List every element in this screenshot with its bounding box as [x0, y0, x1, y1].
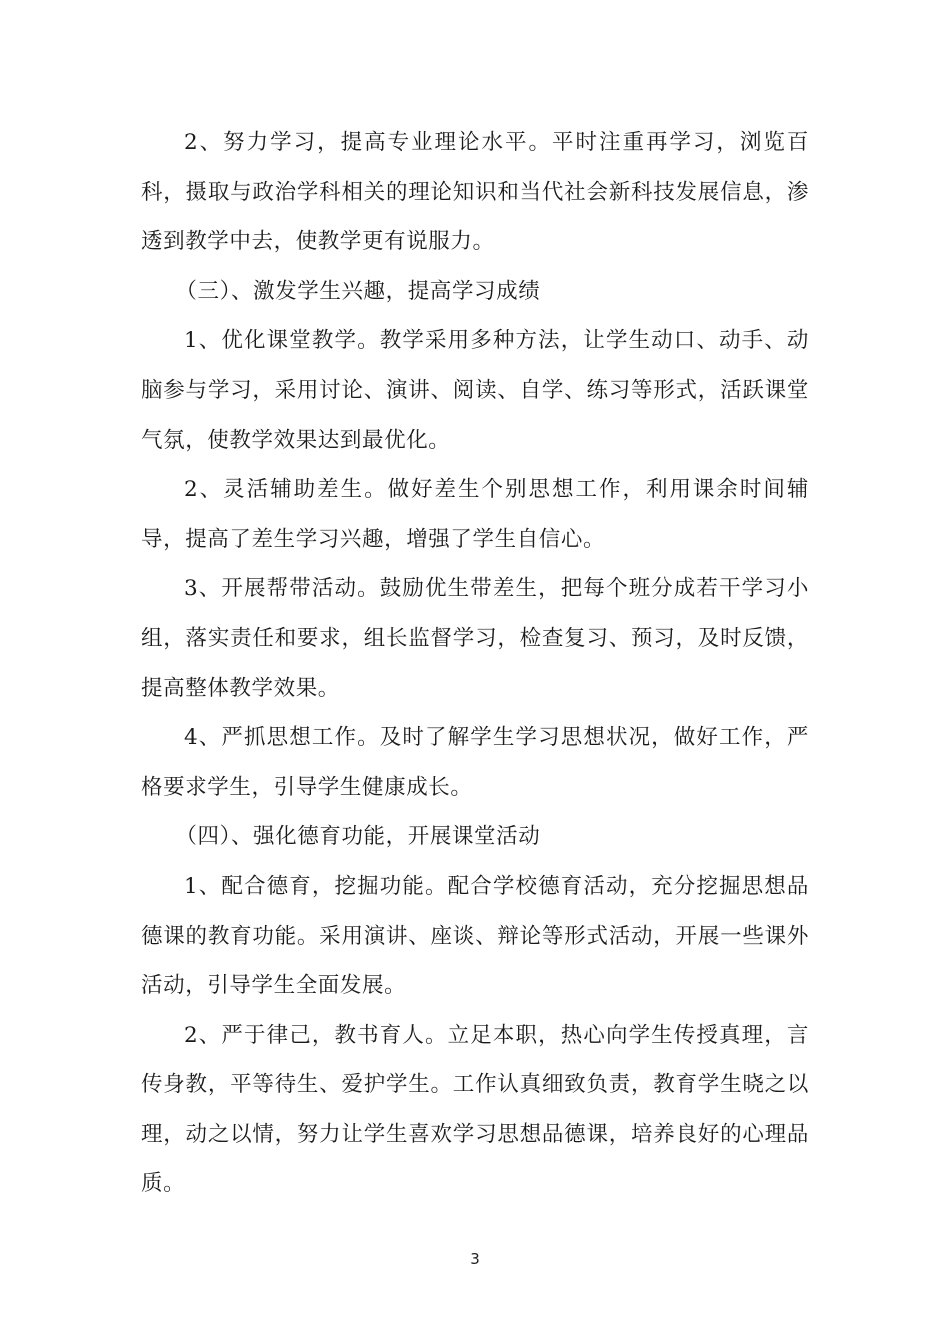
document-body [141, 118, 809, 1209]
paragraph-self-discipline: 2、严于律己，教书育人。立足本职，热心向学生传授真理，言传身教，平等待生、爱护学生。工作认真细致负责，教育学生晓之以理，动之以情，努力让学生喜欢学习思想品德课，培养良好的心理品质。 [141, 1022, 809, 1197]
paragraph-ideology-work: 4、严抓思想工作。及时了解学生学习思想状况，做好工作，严格要求学生，引导学生健康成长。 [141, 725, 809, 800]
paragraph-mentoring: 3、开展帮带活动。鼓励优生带差生，把每个班分成若干学习小组，落实责任和要求，组长监督学习，检查复习、预习，及时反馈，提高整体教学效果。 [141, 576, 809, 701]
paragraph-study-theory: 2、努力学习，提高专业理论水平。平时注重再学习，浏览百科，摄取与政治学科相关的理论知识和当代社会新科技发展信息，渗透到教学中去，使教学更有说服力。 [141, 130, 809, 255]
paragraph-assist-students: 2、灵活辅助差生。做好差生个别思想工作，利用课余时间辅导，提高了差生学习兴趣，增强了学生自信心。 [141, 477, 809, 552]
section-heading-4: （四）、强化德育功能，开展课堂活动 [175, 824, 541, 850]
paragraph-moral-education: 1、配合德育，挖掘功能。配合学校德育活动，充分挖掘思想品德课的教育功能。采用演讲、座谈、辩论等形式活动，开展一些课外活动，引导学生全面发展。 [141, 873, 809, 999]
section-heading-3: （三）、激发学生兴趣，提高学习成绩 [175, 278, 541, 304]
paragraph-optimize-teaching: 1、优化课堂教学。教学采用多种方法，让学生动口、动手、动脑参与学习，采用讨论、演讲、阅读、自学、练习等形式，活跃课堂气氛，使教学效果达到最优化。 [141, 328, 809, 453]
page-number: 3 [470, 1250, 480, 1268]
